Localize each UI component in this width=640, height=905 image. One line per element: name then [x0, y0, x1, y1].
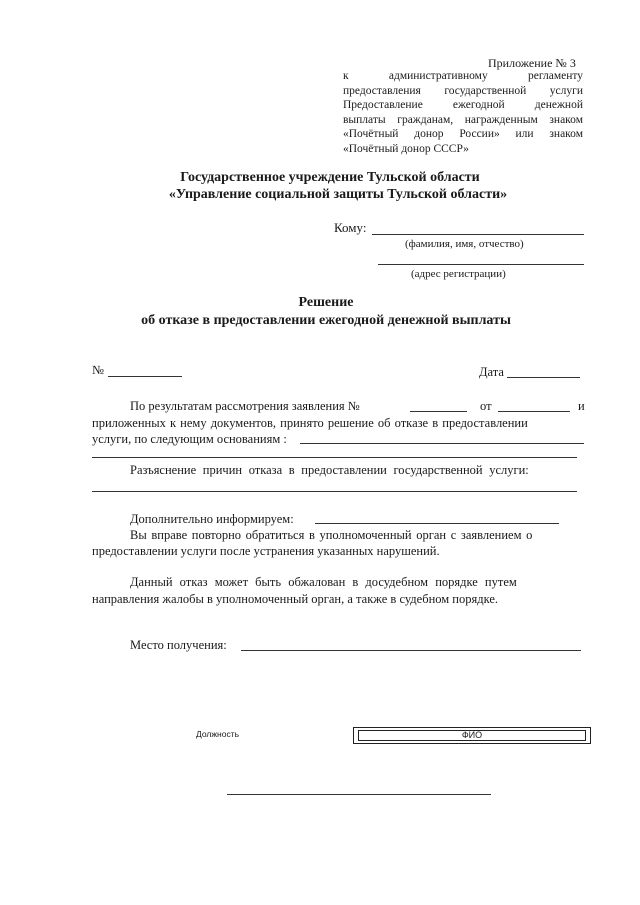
place-label: Место получения: — [130, 638, 227, 652]
annex-line: «Почётный донор России» или знаком — [343, 128, 583, 140]
decision-subtitle: об отказе в предоставлении ежегодной денежной выплаты — [141, 313, 511, 328]
number-line[interactable] — [108, 376, 182, 377]
org-name-line2: «Управление социальной защиты Тульской области» — [168, 187, 508, 202]
p1-from: от — [480, 399, 492, 413]
p3-label: Дополнительно информируем: — [130, 512, 294, 526]
number-label: № — [92, 363, 104, 377]
p4-line1: Вы вправе повторно обратиться в уполномоченный орган с заявлением о — [130, 528, 533, 542]
p1-start: По результатам рассмотрения заявления № — [130, 399, 360, 413]
p1-and: и — [578, 399, 585, 413]
signature-line[interactable] — [227, 794, 491, 795]
annex-line: к административному регламенту — [343, 70, 583, 82]
annex-line: Предоставление ежегодной денежной — [343, 99, 583, 111]
to-label: Кому: — [334, 220, 367, 235]
reasons-line-1[interactable] — [300, 443, 584, 444]
p1-line3: услуги, по следующим основаниям : — [92, 432, 287, 446]
annex-line: выплаты гражданам, награжденным знаком — [343, 114, 583, 126]
fio-box[interactable] — [353, 727, 591, 744]
decision-title: Решение — [298, 295, 354, 310]
fio-label: ФИО — [461, 730, 483, 740]
p4-line2: предоставлении услуги после устранения указанных нарушений. — [92, 544, 440, 558]
annex-title: Приложение № 3 — [488, 56, 576, 70]
p2-text: Разъяснение причин отказа в предоставлении государственной услуги: — [130, 463, 529, 477]
application-date-line[interactable] — [498, 411, 570, 412]
p1-line2: приложенных к нему документов, принято решение об отказе в предоставлении — [92, 416, 528, 430]
position-label: Должность — [196, 729, 240, 739]
application-number-line[interactable] — [410, 411, 467, 412]
p5-line1: Данный отказ может быть обжалован в досудебном порядке путем — [130, 575, 517, 589]
date-label: Дата — [479, 365, 504, 379]
date-line[interactable] — [507, 377, 580, 378]
recipient-address-line[interactable] — [378, 264, 584, 265]
place-line[interactable] — [241, 650, 581, 651]
reasons-line-2[interactable] — [92, 457, 577, 458]
recipient-name-line[interactable] — [372, 234, 584, 235]
annex-line: предоставления государственной услуги — [343, 85, 583, 97]
additional-info-line[interactable] — [315, 523, 559, 524]
org-name-line1: Государственное учреждение Тульской области — [180, 170, 480, 185]
p5-line2: направления жалобы в уполномоченный орган, а также в судебном порядке. — [92, 592, 499, 606]
recipient-address-hint: (адрес регистрации) — [411, 268, 506, 280]
recipient-name-hint: (фамилия, имя, отчество) — [405, 238, 524, 250]
annex-line: «Почётный донор СССР» — [343, 143, 469, 155]
explanation-line[interactable] — [92, 491, 577, 492]
